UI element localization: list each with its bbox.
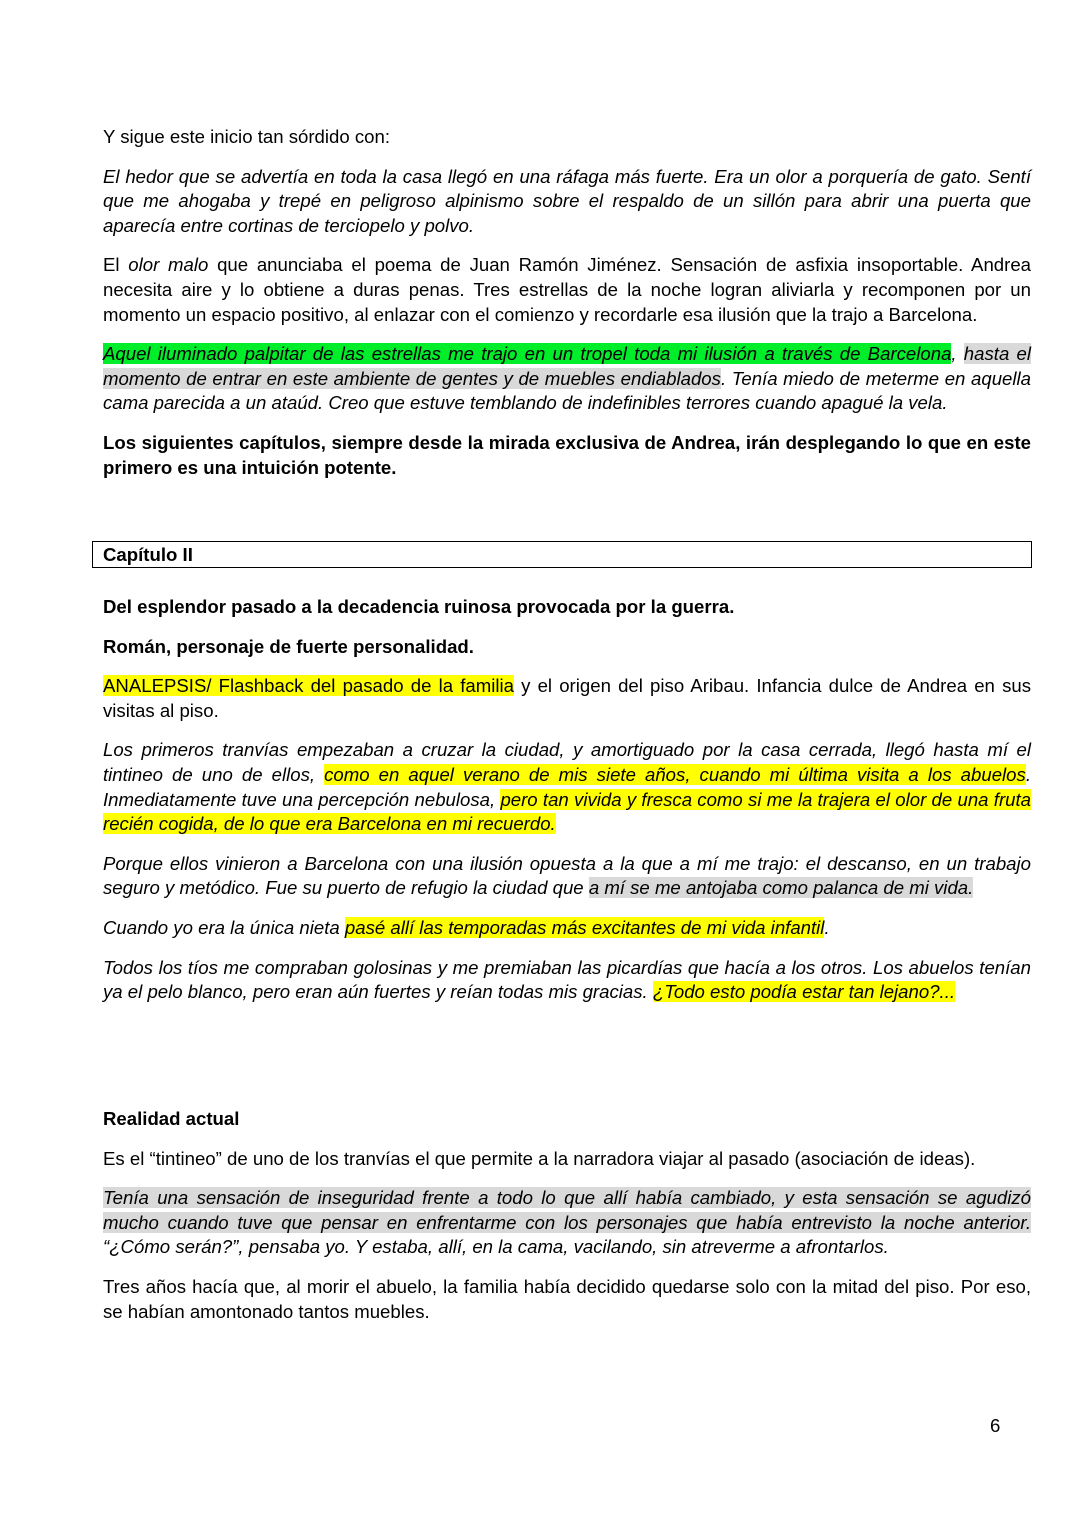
quote-paragraph-7	[103, 1186, 1031, 1260]
quote-paragraph-2	[103, 342, 1031, 416]
document-body	[103, 125, 1031, 480]
text-run: El	[103, 254, 129, 276]
gray-highlight: Tenía una sensación de inseguridad frente a todo lo que allí había cambiado, y esta sensación se agudizó mucho cuando tuve que pensar en enfrentarme con los personajes que había entrevisto la noche anterior.	[103, 1187, 1031, 1233]
commentary-paragraph-3: Tres años hacía que, al morir el abuelo, la familia había decidido quedarse solo con la mitad del piso. Por eso, se habían amontonado tantos muebles.	[103, 1275, 1031, 1322]
text-run: .	[824, 916, 830, 938]
yellow-highlight: pero tan vivida y fresca como si me la trajera el olor de una fruta recién cogida, de lo que era Barcelona en mi recuerdo.	[103, 788, 1031, 835]
quote-paragraph-6	[103, 956, 1031, 1005]
commentary-paragraph-2: Es el “tintineo” de uno de los tranvías el que permite a la narradora viajar al pasado (asociación de ideas).	[103, 1147, 976, 1169]
yellow-highlight: como en aquel verano de mis siete años, cuando mi última visita a los abuelos	[324, 763, 1026, 785]
yellow-highlight: pasé allí las temporadas más excitantes de mi vida infantil	[344, 916, 825, 938]
text-run: ,	[951, 343, 964, 365]
text-run: “¿Cómo serán?”, pensaba yo. Y estaba, allí, en la cama, vacilando, sin atreverme a afrontarlos.	[103, 1236, 889, 1258]
yellow-highlight: ANALEPSIS/ Flashback del pasado de la familia	[103, 675, 514, 697]
section-heading-1: Del esplendor pasado a la decadencia ruinosa provocada por la guerra.	[103, 596, 735, 617]
green-highlight: Aquel iluminado palpitar de las estrellas me trajo en un tropel toda mi ilusión a través de Barcelona	[103, 343, 952, 365]
quote-paragraph-5	[103, 916, 1031, 941]
text-run: . Tenía miedo de meterme en aquella cama parecida a un ataúd. Creo que estuve temblando de indefinibles terrores cuando apagué la vela.	[103, 367, 1031, 414]
intro-paragraph: Y sigue este inicio tan sórdido con:	[103, 126, 391, 147]
quote-paragraph-3	[103, 738, 1031, 836]
page-number: 6	[990, 1415, 1001, 1436]
text-run: que anunciaba el poema de Juan Ramón Jiménez. Sensación de asfixia insoportable. Andrea necesita aire y lo obtiene a duras penas. Tres estrellas de la noche logran aliviarla y recomponen por un momento un espacio positivo, al enlazar con el comienzo y recordarle esa ilusión que la trajo a Barcelona.	[103, 254, 1032, 325]
bold-summary: Los siguientes capítulos, siempre desde la mirada exclusiva de Andrea, irán desplegando lo que en este primero es una intuición potente.	[103, 431, 1031, 478]
text-run: Todos los tíos me compraban golosinas y me premiaban las picardías que hacía a los otros. Los abuelos tenían ya el pelo blanco, pero eran aún fuertes y reían todas mis gracias.	[103, 956, 1031, 1003]
text-run: . Inmediatamente tuve una percepción nebulosa,	[103, 763, 1031, 810]
commentary-paragraph-1	[103, 253, 1031, 327]
analepsis-paragraph	[103, 674, 1031, 723]
section-heading-2: Román, personaje de fuerte personalidad.	[103, 635, 474, 657]
gray-highlight: hasta el momento de entrar en este ambiente de gentes y de muebles endiablados	[103, 343, 1031, 389]
text-run: Los primeros tranvías empezaban a cruzar la ciudad, y amortiguado por la casa cerrada, llegó hasta mí el tintineo de uno de ellos,	[103, 739, 1031, 785]
text-run-italic: olor malo	[128, 254, 209, 276]
yellow-highlight: ¿Todo esto podía estar tan lejano?...	[652, 981, 956, 1003]
gray-highlight: a mí se me antojaba como palanca de mi vida.	[588, 877, 974, 899]
chapter-title: Capítulo II	[103, 544, 193, 565]
chapter-body	[103, 595, 1031, 1005]
text-run: Porque ellos vinieron a Barcelona con una ilusión opuesta a la que a mí me trajo: el descanso, en un trabajo seguro y metódico. Fue su puerto de refugio la ciudad que	[103, 852, 1031, 899]
quote-paragraph-4	[103, 852, 1031, 901]
reality-section	[103, 1107, 1031, 1324]
section-heading-3: Realidad actual	[103, 1108, 240, 1129]
quote-paragraph-1: El hedor que se advertía en toda la casa llegó en una ráfaga más fuerte. Era un olor a porquería de gato. Sentí que me ahogaba y trepé en peligroso alpinismo sobre el respaldo de un sillón para abrir una puerta que aparecía entre cortinas de terciopelo y polvo.	[103, 165, 1031, 236]
chapter-heading-box	[92, 541, 1032, 568]
text-run: Cuando yo era la única nieta	[103, 916, 345, 938]
text-run: y el origen del piso Aribau. Infancia dulce de Andrea en sus visitas al piso.	[103, 675, 1032, 721]
